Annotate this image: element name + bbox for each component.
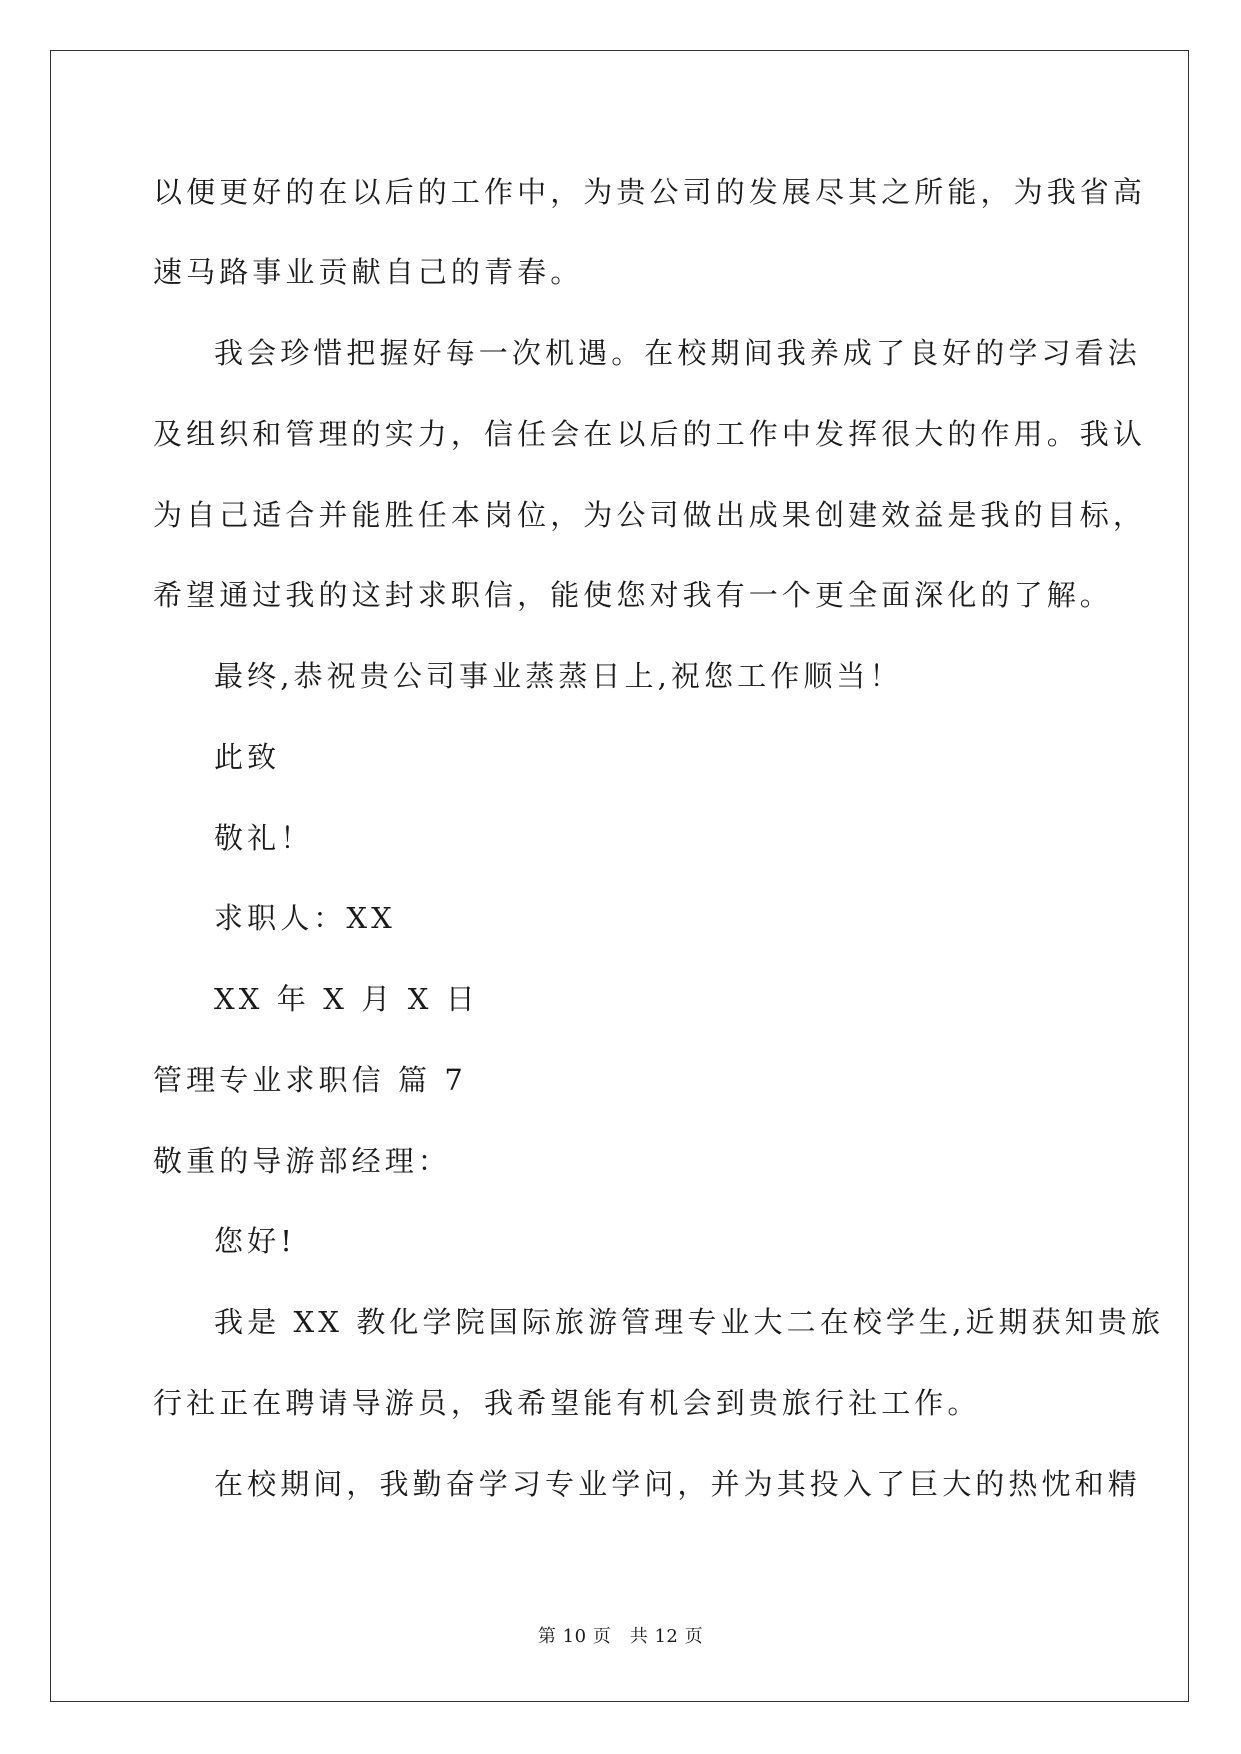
text-line-9: 敬礼！: [214, 821, 314, 855]
text-line-7: 最终,恭祝贵公司事业蒸蒸日上,祝您工作顺当！: [214, 659, 903, 693]
text-line-17: 在校期间，我勤奋学习专业学问，并为其投入了巨大的热忱和精: [214, 1467, 1141, 1501]
text-line-2: 速马路事业贡献自己的青春。: [153, 255, 584, 289]
page-number-footer: 第 10 页 共 12 页: [537, 1626, 704, 1647]
text-line-3: 我会珍惜把握好每一次机遇。在校期间我养成了良好的学习看法: [214, 336, 1141, 370]
text-line-15: 我是 XX 教化学院国际旅游管理专业大二在校学生,近期获知贵旅: [214, 1305, 1165, 1339]
text-line-1: 以便更好的在以后的工作中，为贵公司的发展尽其之所能，为我省高: [153, 175, 1147, 209]
text-line-5: 为自己适合并能胜任本岗位，为公司做出成果创建效益是我的目标，: [153, 498, 1147, 532]
text-line-16: 行社正在聘请导游员，我希望能有机会到贵旅行社工作。: [153, 1386, 981, 1420]
signature-line: 求职人：XX: [214, 901, 396, 935]
greeting-line: 您好!: [214, 1224, 296, 1258]
salutation-line: 敬重的导游部经理：: [153, 1144, 451, 1178]
date-line: XX 年 X 月 X 日: [214, 982, 479, 1016]
text-line-8: 此致: [214, 740, 281, 774]
page-border: [50, 50, 1189, 1702]
text-line-4: 及组织和管理的实力，信任会在以后的工作中发挥很大的作用。我认: [153, 417, 1147, 451]
section-heading: 管理专业求职信 篇 7: [153, 1063, 467, 1097]
text-line-6: 希望通过我的这封求职信，能使您对我有一个更全面深化的了解。: [153, 578, 1113, 612]
